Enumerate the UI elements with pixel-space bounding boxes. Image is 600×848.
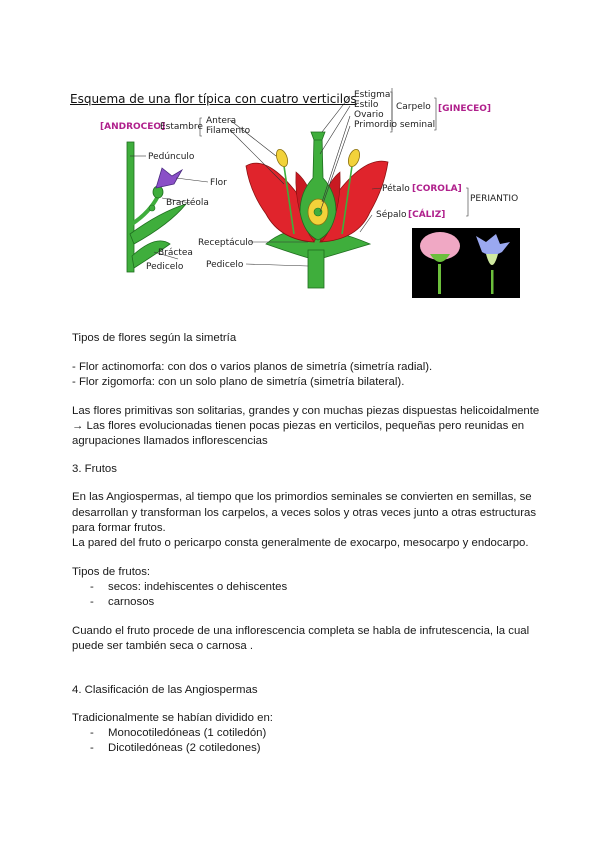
label-sepalo: Sépalo — [376, 210, 407, 220]
fruits-para-line-4: La pared del fruto o pericarpo consta generalmente de exocarpo, mesocarpo y endocarpo. — [72, 537, 529, 549]
flower-photo-inset — [412, 228, 520, 298]
label-flor: Flor — [210, 178, 227, 188]
heading-classification: 4. Clasificación de las Angiospermas — [72, 684, 258, 696]
classification-item-text: Monocotiledóneas (1 cotiledón) — [108, 727, 267, 739]
label-petalo: Pétalo — [382, 184, 410, 194]
symmetry-para-line-3: agrupaciones llamados inflorescencias — [72, 435, 268, 447]
label-estilo: Estilo — [354, 100, 379, 110]
label-carpelo: Carpelo — [396, 102, 431, 112]
label-bracteola: Bractéola — [166, 198, 209, 208]
fruit-type-item: - secos: indehiscentes o dehiscentes — [90, 581, 288, 593]
fruits-para-line-2: desarrollan y transforman los carpelos, a veces solos y otras veces junto a otras estructuras — [72, 507, 537, 519]
label-gineceo: [GINECEO] — [438, 104, 492, 114]
label-filamento: Filamento — [206, 126, 251, 136]
fruit-type-item: - carnosos — [90, 596, 155, 608]
main-stem-shape — [127, 142, 134, 272]
pink-flower-calyx-shape — [430, 254, 450, 262]
symmetry-para-line-1: Las flores primitivas son solitarias, grandes y con muchas piezas dispuestas helicoidalmente — [72, 405, 540, 417]
label-ovario: Ovario — [354, 110, 384, 120]
fruit-type-text: carnosos — [108, 596, 155, 608]
fruit-types-heading: Tipos de frutos: — [72, 566, 151, 578]
classification-item-text: Dicotiledóneas (2 cotiledones) — [108, 742, 261, 754]
blue-flower-tube-shape — [486, 254, 498, 265]
classification-intro: Tradicionalmente se habían dividido en: — [72, 712, 273, 724]
stigma-shape — [311, 132, 325, 140]
bracteole-dot-shape — [149, 205, 155, 211]
label-estigma: Estigma — [354, 90, 391, 100]
symmetry-item-1: - Flor actinomorfa: con dos o varios planos de simetría (simetría radial). — [72, 361, 433, 373]
label-pedicelo-left: Pedicelo — [146, 262, 184, 272]
label-pedunculo: Pedúnculo — [148, 152, 195, 162]
bract-leaf-shape — [130, 204, 186, 244]
flower-photo-drawing — [412, 228, 520, 298]
label-caliz: [CÁLIZ] — [408, 210, 446, 220]
label-androceo: [ANDROCEO] — [100, 122, 166, 132]
figure-title: Esquema de una flor típica con cuatro verticilos — [70, 92, 357, 106]
symmetry-item-2: - Flor zigomorfa: con un solo plano de simetría (simetría bilateral). — [72, 376, 405, 388]
heading-fruits: 3. Frutos — [72, 463, 117, 475]
pedicel-shape — [308, 250, 324, 288]
anther-left-shape — [274, 148, 290, 168]
fruits-para-line-3: para formar frutos. — [72, 522, 166, 534]
fruit-type-text: secos: indehiscentes o dehiscentes — [108, 581, 288, 593]
label-receptaculo: Receptáculo — [198, 238, 254, 248]
anther-right-shape — [346, 148, 362, 168]
heading-symmetry: Tipos de flores según la simetría — [72, 332, 237, 344]
blue-flower-shape — [476, 234, 510, 255]
infrutescence-line-2: puede ser también seca o carnosa . — [72, 640, 254, 652]
blue-flower-stem-shape — [491, 270, 494, 294]
classification-item: - Monocotiledóneas (1 cotiledón) — [90, 727, 267, 739]
label-bractea: Bráctea — [158, 248, 193, 258]
label-primordio-seminal: Primordio seminal — [354, 120, 436, 130]
label-periantio: PERIANTIO — [470, 194, 519, 204]
flower-diagram — [70, 84, 530, 302]
infrutescence-line-1: Cuando el fruto procede de una inflorescencia completa se habla de infrutescencia, la cual — [72, 625, 530, 637]
symmetry-para-line-2: → Las flores evolucionadas tienen pocas piezas en verticilos, pequeñas pero reunidas en — [72, 420, 525, 432]
label-pedicelo: Pedicelo — [206, 260, 244, 270]
label-corola: [COROLA] — [412, 184, 462, 194]
pink-flower-stem-shape — [438, 264, 441, 294]
label-antera: Antera — [206, 116, 237, 126]
label-estambre: Estambre — [160, 122, 203, 132]
fruits-para-line-1: En las Angiospermas, al tiempo que los primordios seminales se convierten en semillas, se — [72, 491, 532, 503]
classification-item: - Dicotiledóneas (2 cotiledones) — [90, 742, 261, 754]
